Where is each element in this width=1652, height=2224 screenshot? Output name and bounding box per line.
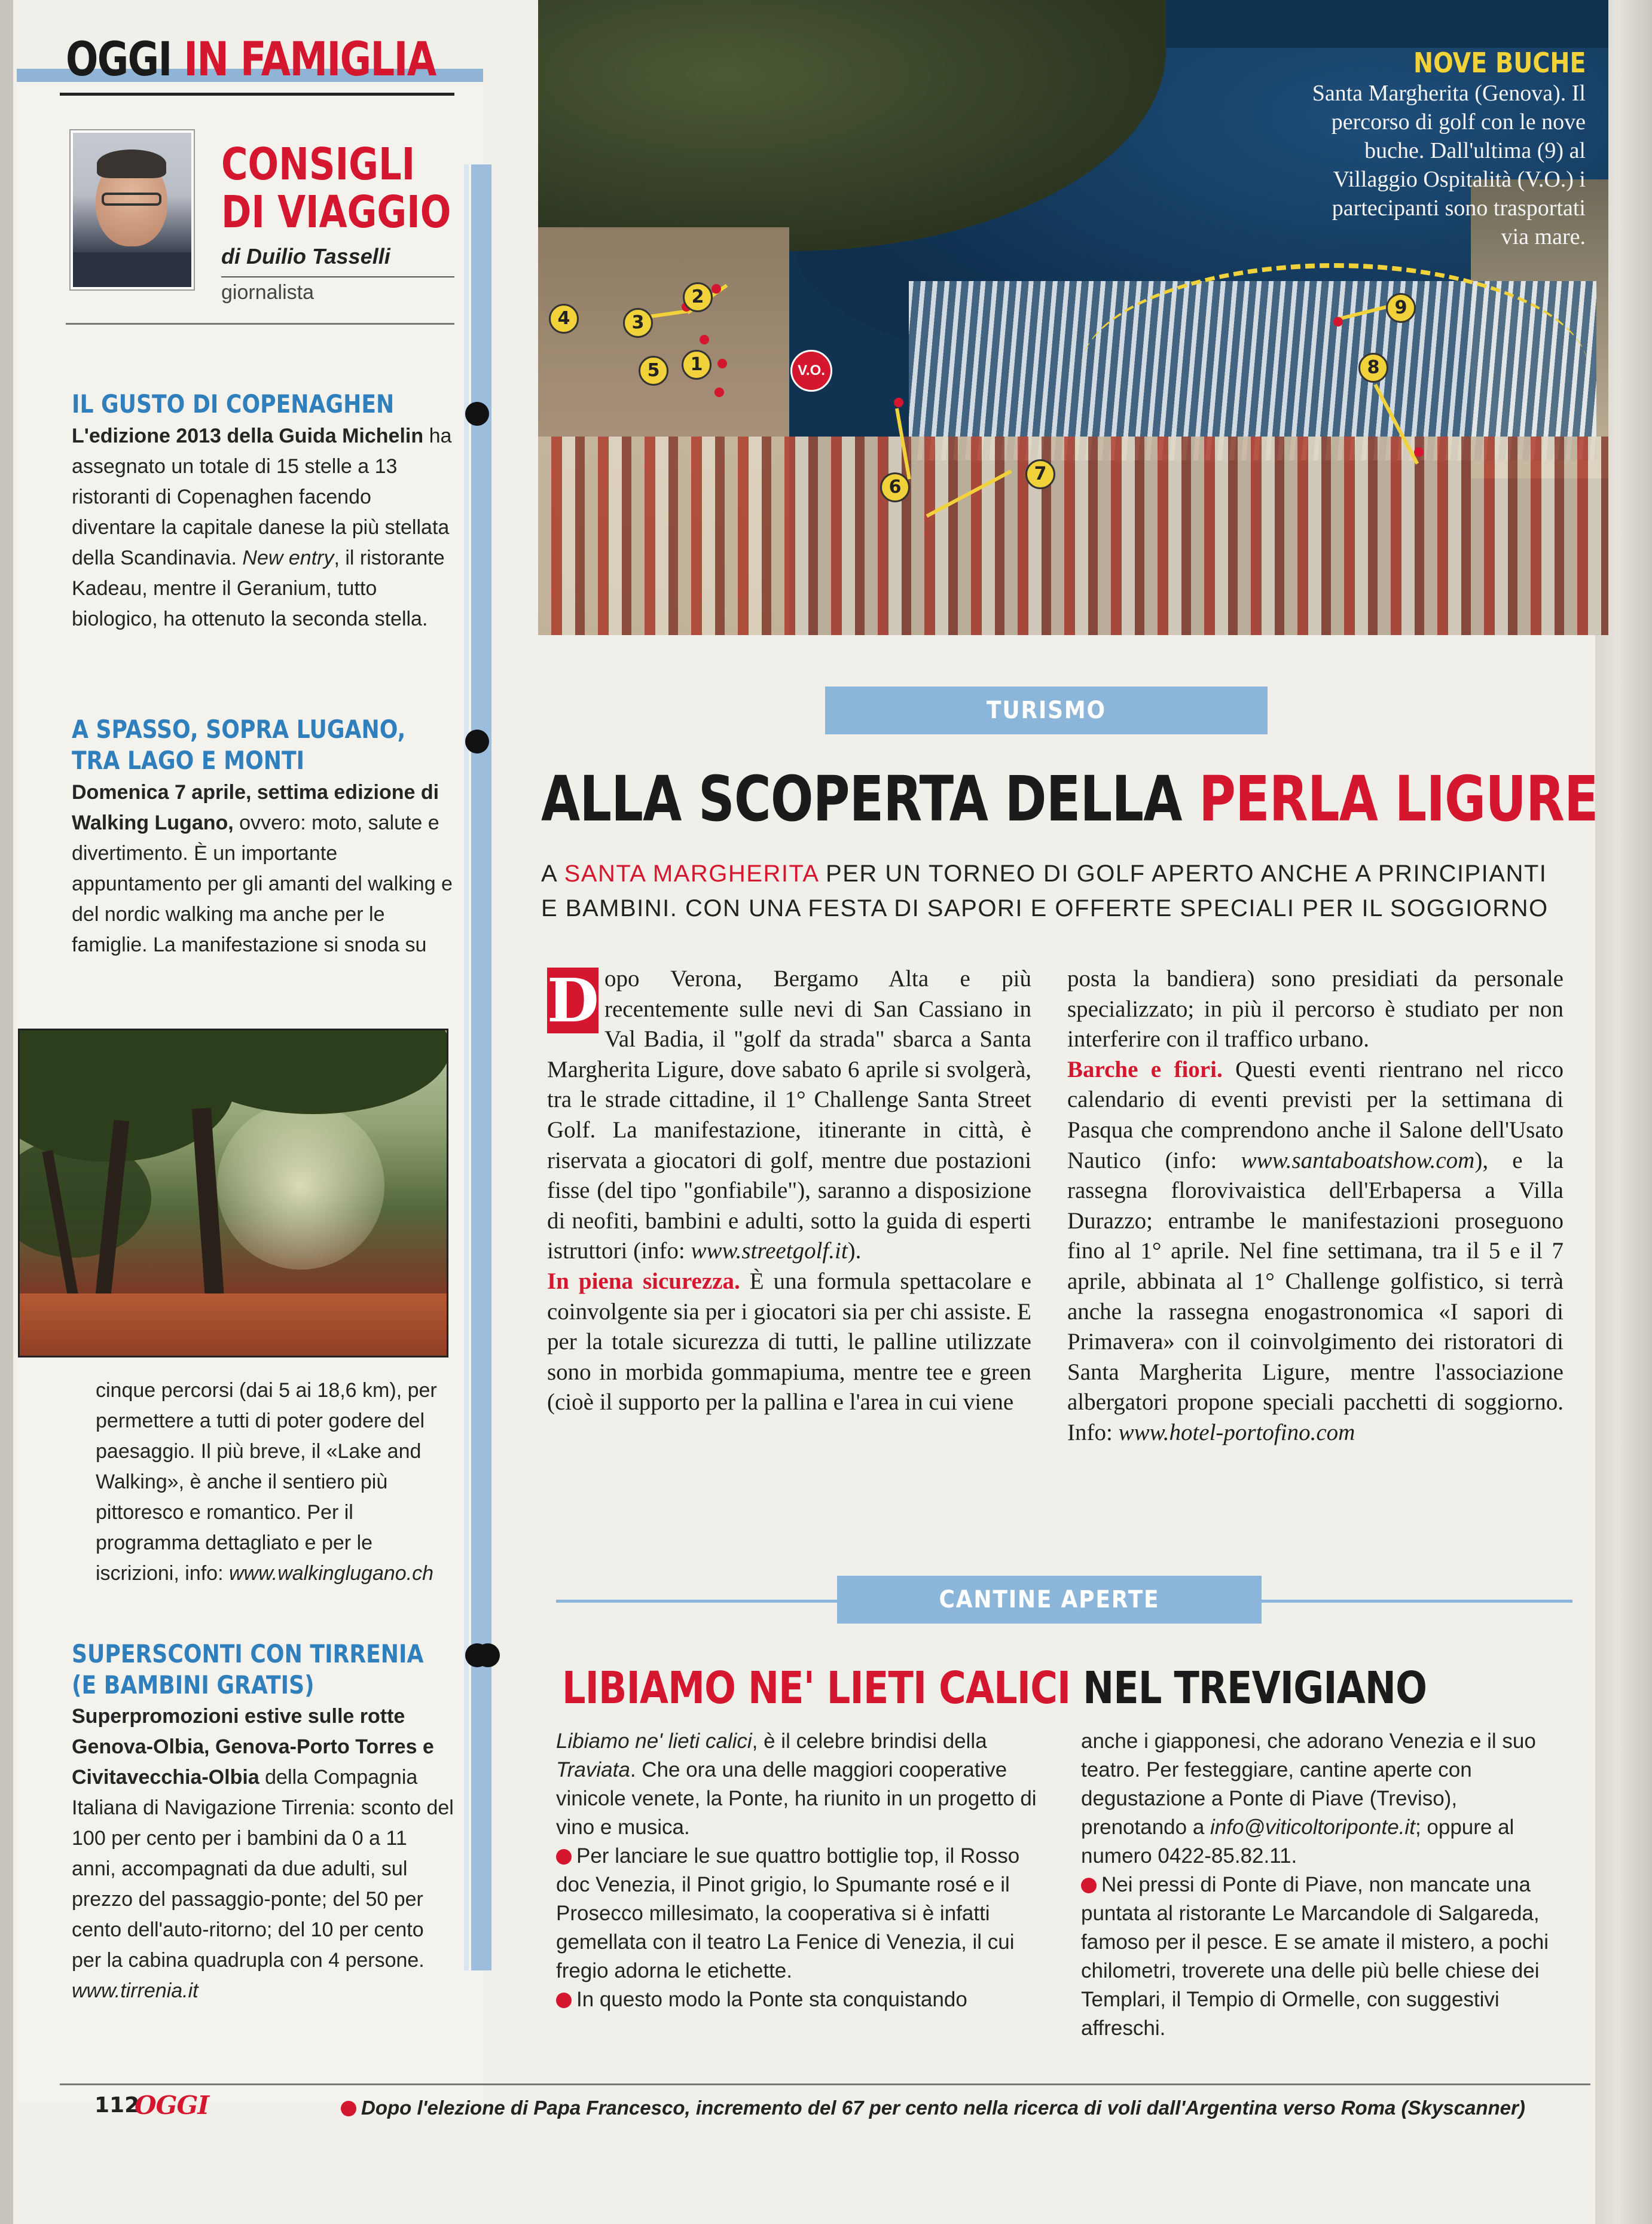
wine-text: In questo modo la Ponte sta conquistando — [576, 1988, 967, 2011]
author-role: giornalista — [221, 281, 314, 304]
section-ribbon-turismo — [825, 687, 1268, 734]
column-inner-rule — [464, 164, 469, 1970]
article-subhead: In piena sicurezza. — [547, 1268, 740, 1294]
footer-note — [341, 2097, 1525, 2119]
article-paragraph: È una formula spettacolare e coinvolgente sia per i giocatori sia per chi assiste. E per la totale sicurezza di tutti, le palline utilizzate sono in morbida gommapiuma, mentre tee e green (cioè il supporto per la pallina e l'area in cui viene — [547, 1268, 1031, 1415]
item-heading-lugano: A SPASSO, SOPRA LUGANO, TRA LAGO E MONTI — [72, 715, 406, 775]
column-title-red: IN FAMIGLIA — [184, 33, 436, 87]
article-link: www.hotel-portofino.com — [1118, 1419, 1355, 1445]
section-kicker-line2: DI VIAGGIO — [221, 187, 451, 238]
hole-marker-9: 9 — [1386, 293, 1416, 323]
article-column-2 — [1067, 964, 1564, 1448]
column-title — [66, 33, 436, 87]
item-heading-copenaghen: IL GUSTO DI COPENAGHEN — [72, 389, 395, 419]
section-kicker — [221, 141, 451, 236]
item-text: ha assegnato un totale di 15 stelle a 13 ristoranti di Copenaghen facendo diventare la capitale danese la più stellata della Scandinavia. — [72, 425, 452, 569]
wine-column-1 — [556, 1727, 1052, 2014]
column-title-black: OGGI — [66, 33, 172, 87]
item-italic: New entry — [242, 547, 334, 569]
wine-text: Per lanciare le sue quattro bottiglie top, il Rosso doc Venezia, il Pinot grigio, lo Spumante rosé e il Prosecco millesimato, la cooperativa si è infatti gemellata con il teatro La Fenice di Venezia, il cui fregio adorna le etichette. — [556, 1844, 1020, 1982]
item-link: www.tirrenia.it — [72, 1979, 199, 2002]
subtitle-pre: A — [541, 861, 564, 887]
article-paragraph-end: ). — [847, 1238, 862, 1264]
article-link: www.santaboatshow.com — [1241, 1147, 1475, 1173]
subtitle-red: SANTA MARGHERITA — [564, 861, 819, 887]
item-text: ovvero: moto, salute e divertimento. È un importante appuntamento per gli amanti del walking e del nordic walking ma anche per le famiglie. La manifestazione si snoda su — [72, 811, 453, 956]
red-bullet — [1081, 1878, 1097, 1893]
item-lead: Domenica 7 aprile, settima edizione di Walking Lugano, — [72, 781, 439, 834]
footer-rule — [60, 2083, 1590, 2085]
article-link: www.streetgolf.it — [691, 1238, 848, 1264]
hole-marker-5: 5 — [639, 356, 668, 386]
item-body-copenaghen — [72, 421, 454, 634]
wine-text: anche i giapponesi, che adorano Venezia e il suo teatro. Per festeggiare, cantine aperte con degustazione a Ponte di Piave (Treviso), prenotando a — [1081, 1729, 1536, 1839]
villaggio-ospitalita-marker: V.O. — [790, 350, 832, 392]
article-title — [541, 762, 1598, 835]
wine-text: , è il celebre brindisi della — [752, 1729, 987, 1753]
hole-marker-8: 8 — [1358, 353, 1388, 383]
author-photo — [71, 130, 194, 289]
item-body-lugano-cont — [96, 1375, 448, 1589]
article-subhead: Barche e fiori. — [1067, 1056, 1223, 1082]
hole-marker-3: 3 — [623, 308, 653, 338]
header-rule — [66, 323, 454, 325]
section-ribbon-label: TURISMO — [987, 697, 1106, 724]
hole-marker-7: 7 — [1025, 459, 1055, 489]
bullet-dot — [465, 402, 489, 426]
bullet-dot — [476, 1643, 500, 1667]
wine-email: info@viticoltoriponte.it — [1210, 1816, 1415, 1839]
magazine-logo: OGGI — [135, 2091, 209, 2120]
article-subtitle — [541, 856, 1558, 926]
red-bullet — [556, 1993, 572, 2008]
golf-route-dashed-line — [1080, 263, 1589, 478]
article-title-red: PERLA LIGURE — [1199, 762, 1598, 835]
hole-marker-2: 2 — [683, 282, 713, 312]
article-paragraph: posta la bandiera) sono presidiati da personale specializzato; in più il percorso è studiato per non interferire con il traffico urbano. — [1067, 966, 1564, 1052]
column-side-rule — [471, 164, 491, 1970]
item-text: , il ristorante Kadeau, mentre il Geranium, tutto biologico, ha ottenuto la seconda stella. — [72, 547, 445, 630]
wine-italic: Traviata — [556, 1758, 630, 1781]
item-text: della Compagnia Italiana di Navigazione Tirrenia: sconto del 100 per cento per i bambini da 0 a 11 anni, accompagnati da due adulti, sul prezzo del passaggio-ponte; del 50 per cento dell'auto-ritorno; del 10 per cento per la cabina quadrupla con 4 persone. — [72, 1766, 454, 1972]
wine-title-red: LIBIAMO NE' LIETI CALICI — [562, 1662, 1071, 1714]
wine-italic: Libiamo ne' lieti calici — [556, 1729, 752, 1753]
item-heading-tirrenia: SUPERSCONTI CON TIRRENIA (E BAMBINI GRATIS) — [72, 1639, 424, 1700]
item-lead: L'edizione 2013 della Guida Michelin — [72, 425, 424, 447]
wine-title-black: NEL TREVIGIANO — [1070, 1662, 1427, 1714]
article-title-black: ALLA SCOPERTA DELLA — [541, 762, 1199, 835]
section-ribbon-label: CANTINE APERTE — [939, 1586, 1160, 1613]
hole-marker-6: 6 — [880, 472, 910, 502]
item-link: www.walkinglugano.ch — [228, 1562, 434, 1585]
wine-text: . Che ora una delle maggiori cooperative vinicole venete, la Ponte, ha riunito in un progetto di vino e musica. — [556, 1758, 1037, 1839]
article-paragraph: opo Verona, Bergamo Alta e più recentemente sulle nevi di San Cassiano in Val Badia, il "golf da strada" sbarca a Santa Margherita Ligure, dove sabato 6 aprile si svolgerà, tra le strade cittadine, il 1° Challenge Santa Street Golf. La manifestazione, itinerante in città, è riservata a giocatori di golf, mentre due postazioni fisse (del tipo "gonfiabile"), saranno a disposizione di neofiti, bambini e adulti, sotto la guida di esperti istruttori (info: — [547, 966, 1031, 1264]
item-body-tirrenia — [72, 1701, 454, 2006]
drop-cap: D — [547, 965, 599, 1036]
forest-path-photo — [18, 1029, 448, 1357]
item-lead: Superpromozioni estive sulle rotte Genova-Olbia, Genova-Porto Torres e Civitavecchia-Olbia — [72, 1705, 434, 1789]
byline-rule — [221, 276, 454, 277]
article-column-1 — [547, 964, 1031, 1418]
photo-caption: Santa Margherita (Genova). Il percorso di golf con le nove buche. Dall'ultima (9) al Villaggio Ospitalità (V.O.) i partecipanti sono trasportati via mare. — [1312, 81, 1586, 249]
aerial-photo-santa-margherita — [538, 0, 1608, 635]
wine-article-title — [562, 1662, 1427, 1714]
bullet-dot — [465, 730, 489, 753]
footer-note-text: Dopo l'elezione di Papa Francesco, incremento del 67 per cento nella ricerca di voli dall'Argentina verso Roma (Skyscanner) — [361, 2097, 1525, 2119]
red-bullet — [341, 2101, 356, 2116]
section-ribbon-cantine — [837, 1576, 1262, 1624]
page-gutter-left — [0, 0, 13, 2224]
red-bullet — [556, 1849, 572, 1865]
section-kicker-line1: CONSIGLI — [221, 139, 416, 190]
author-byline: di Duilio Tasselli — [221, 244, 390, 269]
column-title-rule — [60, 93, 454, 96]
page-number: 112 — [94, 2093, 140, 2118]
photo-caption-heading: NOVE BUCHE — [1413, 47, 1586, 79]
hole-marker-1: 1 — [682, 350, 712, 380]
article-paragraph: Questi eventi rientrano nel ricco calendario di eventi previsti per la settimana di Pasqua che comprendono anche il Salone dell'Usato Nautico (info: — [1067, 1056, 1564, 1173]
wine-text: ; oppure al numero 0422-85.82.11. — [1081, 1816, 1514, 1868]
wine-column-2 — [1081, 1727, 1559, 2043]
wine-text: Nei pressi di Ponte di Piave, non mancate una puntata al ristorante Le Marcandole di Salgareda, famoso per il pesce. E se amate il mistero, a pochi chilometri, troverete una delle più belle chiese dei Templari, il Tempio di Ormelle, con suggestivi affreschi. — [1081, 1873, 1549, 2040]
subtitle-post: PER UN TORNEO DI GOLF APERTO ANCHE A PRINCIPIANTI E BAMBINI. CON UNA FESTA DI SAPORI E OFFERTE SPECIALI PER IL SOGGIORNO — [541, 861, 1549, 922]
item-body-lugano — [72, 777, 454, 960]
article-paragraph: ), e la rassegna florovivaistica dell'Erbapersa a Villa Durazzo; entrambe le manifestazioni proseguono fino al 1° aprile. Nel fine settimana, tra il 5 e il 7 aprile, abbinata al 1° Challenge golfistico, si terrà anche la rassegna enogastronomica «I sapori di Primavera» con il coinvolgimento dei ristoratori di Santa Margherita Ligure, mentre l'associazione albergatori propone speciali pacchetti di soggiorno. Info: — [1067, 1147, 1564, 1445]
hole-marker-4: 4 — [549, 304, 579, 334]
item-text: cinque percorsi (dai 5 ai 18,6 km), per permettere a tutti di poter godere del paesaggio. Il più breve, il «Lake and Walking», è anche il sentiero più pittoresco e romantico. Per il programma dettagliato e per le iscrizioni, info: — [96, 1379, 437, 1585]
